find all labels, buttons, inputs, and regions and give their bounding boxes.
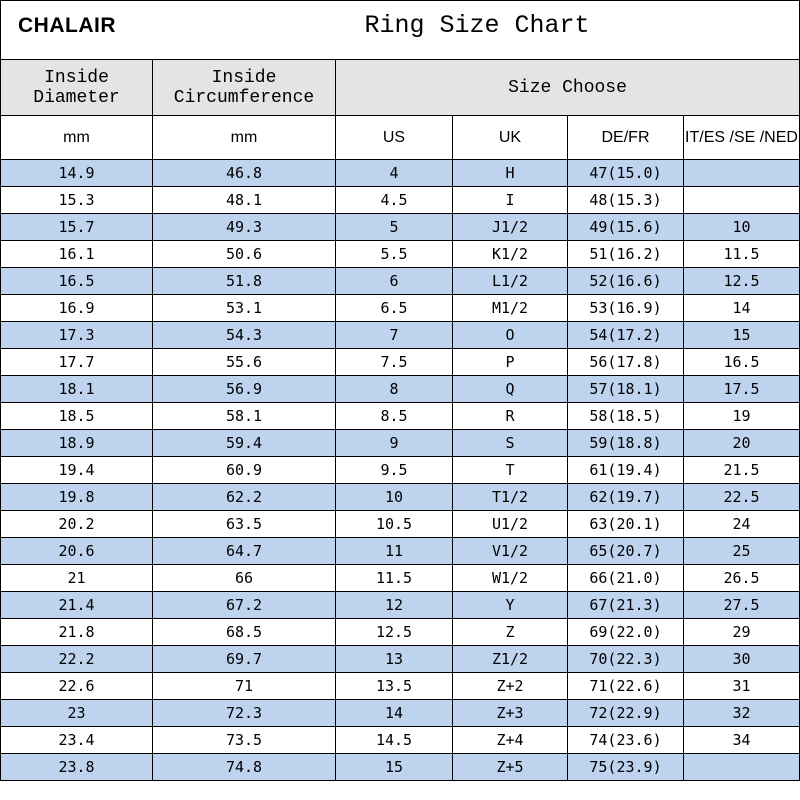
uk-size-cell: Z1/2	[453, 646, 568, 673]
uk-size-cell: Z+2	[453, 673, 568, 700]
diameter-cell: 19.8	[1, 484, 153, 511]
table-row	[1, 187, 800, 214]
circumference-cell: 74.8	[153, 754, 336, 781]
de-fr-size-cell: 47(15.0)	[568, 160, 684, 187]
uk-size-cell: J1/2	[453, 214, 568, 241]
table-row	[1, 403, 800, 430]
de-fr-size-cell: 52(16.6)	[568, 268, 684, 295]
us-size-cell: 11	[336, 538, 453, 565]
diameter-cell: 17.7	[1, 349, 153, 376]
circumference-cell: 48.1	[153, 187, 336, 214]
circumference-cell: 73.5	[153, 727, 336, 754]
table-row	[1, 268, 800, 295]
de-fr-size-cell: 56(17.8)	[568, 349, 684, 376]
table-row	[1, 241, 800, 268]
table-row	[1, 457, 800, 484]
us-size-cell: 10.5	[336, 511, 453, 538]
diameter-cell: 17.3	[1, 322, 153, 349]
circumference-cell: 59.4	[153, 430, 336, 457]
circumference-cell: 55.6	[153, 349, 336, 376]
it-es-se-ned-size-cell: 17.5	[684, 376, 800, 403]
us-size-cell: 11.5	[336, 565, 453, 592]
diameter-cell: 18.1	[1, 376, 153, 403]
de-fr-size-cell: 70(22.3)	[568, 646, 684, 673]
us-size-cell: 15	[336, 754, 453, 781]
it-es-se-ned-size-cell: 26.5	[684, 565, 800, 592]
unit-row	[1, 116, 800, 160]
de-fr-size-cell: 51(16.2)	[568, 241, 684, 268]
circumference-cell: 46.8	[153, 160, 336, 187]
it-es-se-ned-size-cell: 32	[684, 700, 800, 727]
it-es-se-ned-size-cell: 34	[684, 727, 800, 754]
table-row	[1, 646, 800, 673]
table-row	[1, 511, 800, 538]
it-es-se-ned-size-cell: 22.5	[684, 484, 800, 511]
de-fr-size-cell: 48(15.3)	[568, 187, 684, 214]
de-fr-size-cell: 61(19.4)	[568, 457, 684, 484]
de-fr-size-cell: 63(20.1)	[568, 511, 684, 538]
uk-size-cell: R	[453, 403, 568, 430]
de-fr-size-cell: 54(17.2)	[568, 322, 684, 349]
table-row	[1, 295, 800, 322]
circumference-cell: 66	[153, 565, 336, 592]
circumference-cell: 63.5	[153, 511, 336, 538]
us-size-cell: 12.5	[336, 619, 453, 646]
circumference-cell: 49.3	[153, 214, 336, 241]
us-size-cell: 4	[336, 160, 453, 187]
us-size-cell: 6	[336, 268, 453, 295]
chart-header	[0, 0, 800, 60]
uk-size-cell: M1/2	[453, 295, 568, 322]
table-row	[1, 214, 800, 241]
uk-size-cell: W1/2	[453, 565, 568, 592]
unit-diameter-mm: mm	[1, 116, 153, 160]
circumference-cell: 67.2	[153, 592, 336, 619]
uk-size-cell: Z+4	[453, 727, 568, 754]
de-fr-size-cell: 49(15.6)	[568, 214, 684, 241]
de-fr-size-cell: 67(21.3)	[568, 592, 684, 619]
it-es-se-ned-size-cell: 14	[684, 295, 800, 322]
de-fr-size-cell: 75(23.9)	[568, 754, 684, 781]
uk-size-cell: U1/2	[453, 511, 568, 538]
uk-size-cell: H	[453, 160, 568, 187]
us-size-cell: 10	[336, 484, 453, 511]
circumference-cell: 53.1	[153, 295, 336, 322]
us-size-cell: 9.5	[336, 457, 453, 484]
us-size-cell: 6.5	[336, 295, 453, 322]
table-row	[1, 592, 800, 619]
diameter-cell: 21.8	[1, 619, 153, 646]
diameter-cell: 20.6	[1, 538, 153, 565]
circumference-cell: 68.5	[153, 619, 336, 646]
diameter-cell: 22.6	[1, 673, 153, 700]
uk-size-cell: P	[453, 349, 568, 376]
us-size-cell: 9	[336, 430, 453, 457]
it-es-se-ned-size-cell: 15	[684, 322, 800, 349]
header-inside-circumference: Inside Circumference	[153, 60, 336, 116]
it-es-se-ned-size-cell: 21.5	[684, 457, 800, 484]
unit-it-es-se-ned: IT/ES /SE /NED	[684, 116, 800, 160]
de-fr-size-cell: 69(22.0)	[568, 619, 684, 646]
it-es-se-ned-size-cell: 30	[684, 646, 800, 673]
diameter-cell: 23.8	[1, 754, 153, 781]
diameter-cell: 15.7	[1, 214, 153, 241]
it-es-se-ned-size-cell: 24	[684, 511, 800, 538]
diameter-cell: 16.1	[1, 241, 153, 268]
diameter-cell: 14.9	[1, 160, 153, 187]
header-row	[1, 60, 800, 116]
table-row	[1, 727, 800, 754]
table-row	[1, 484, 800, 511]
it-es-se-ned-size-cell: 12.5	[684, 268, 800, 295]
uk-size-cell: Z+5	[453, 754, 568, 781]
diameter-cell: 16.9	[1, 295, 153, 322]
uk-size-cell: Z+3	[453, 700, 568, 727]
size-table	[0, 59, 800, 781]
diameter-cell: 23	[1, 700, 153, 727]
table-row	[1, 322, 800, 349]
circumference-cell: 50.6	[153, 241, 336, 268]
diameter-cell: 16.5	[1, 268, 153, 295]
diameter-cell: 22.2	[1, 646, 153, 673]
uk-size-cell: I	[453, 187, 568, 214]
uk-size-cell: Y	[453, 592, 568, 619]
it-es-se-ned-size-cell	[684, 754, 800, 781]
diameter-cell: 20.2	[1, 511, 153, 538]
circumference-cell: 56.9	[153, 376, 336, 403]
diameter-cell: 21.4	[1, 592, 153, 619]
circumference-cell: 51.8	[153, 268, 336, 295]
size-table-body	[1, 60, 800, 781]
uk-size-cell: V1/2	[453, 538, 568, 565]
circumference-cell: 54.3	[153, 322, 336, 349]
de-fr-size-cell: 65(20.7)	[568, 538, 684, 565]
diameter-cell: 18.5	[1, 403, 153, 430]
us-size-cell: 12	[336, 592, 453, 619]
uk-size-cell: Q	[453, 376, 568, 403]
de-fr-size-cell: 71(22.6)	[568, 673, 684, 700]
de-fr-size-cell: 53(16.9)	[568, 295, 684, 322]
us-size-cell: 13	[336, 646, 453, 673]
it-es-se-ned-size-cell: 16.5	[684, 349, 800, 376]
us-size-cell: 14.5	[336, 727, 453, 754]
table-row	[1, 430, 800, 457]
table-row	[1, 565, 800, 592]
table-row	[1, 160, 800, 187]
table-row	[1, 349, 800, 376]
de-fr-size-cell: 59(18.8)	[568, 430, 684, 457]
us-size-cell: 4.5	[336, 187, 453, 214]
it-es-se-ned-size-cell: 31	[684, 673, 800, 700]
uk-size-cell: O	[453, 322, 568, 349]
us-size-cell: 13.5	[336, 673, 453, 700]
chart-title: Ring Size Chart	[364, 11, 590, 40]
it-es-se-ned-size-cell: 25	[684, 538, 800, 565]
uk-size-cell: T	[453, 457, 568, 484]
diameter-cell: 15.3	[1, 187, 153, 214]
it-es-se-ned-size-cell	[684, 187, 800, 214]
header-inside-diameter: Inside Diameter	[1, 60, 153, 116]
circumference-cell: 62.2	[153, 484, 336, 511]
it-es-se-ned-size-cell: 20	[684, 430, 800, 457]
us-size-cell: 8	[336, 376, 453, 403]
circumference-cell: 60.9	[153, 457, 336, 484]
uk-size-cell: S	[453, 430, 568, 457]
unit-uk: UK	[453, 116, 568, 160]
it-es-se-ned-size-cell: 29	[684, 619, 800, 646]
it-es-se-ned-size-cell: 19	[684, 403, 800, 430]
us-size-cell: 7.5	[336, 349, 453, 376]
uk-size-cell: K1/2	[453, 241, 568, 268]
diameter-cell: 21	[1, 565, 153, 592]
it-es-se-ned-size-cell: 27.5	[684, 592, 800, 619]
table-row	[1, 619, 800, 646]
unit-us: US	[336, 116, 453, 160]
unit-de-fr: DE/FR	[568, 116, 684, 160]
circumference-cell: 72.3	[153, 700, 336, 727]
table-row	[1, 376, 800, 403]
de-fr-size-cell: 62(19.7)	[568, 484, 684, 511]
circumference-cell: 69.7	[153, 646, 336, 673]
brand-logo: CHALAIR	[18, 14, 116, 37]
diameter-cell: 23.4	[1, 727, 153, 754]
us-size-cell: 7	[336, 322, 453, 349]
circumference-cell: 71	[153, 673, 336, 700]
de-fr-size-cell: 66(21.0)	[568, 565, 684, 592]
circumference-cell: 64.7	[153, 538, 336, 565]
diameter-cell: 19.4	[1, 457, 153, 484]
uk-size-cell: Z	[453, 619, 568, 646]
header-size-choose: Size Choose	[336, 60, 800, 116]
de-fr-size-cell: 57(18.1)	[568, 376, 684, 403]
uk-size-cell: L1/2	[453, 268, 568, 295]
table-row	[1, 538, 800, 565]
us-size-cell: 5.5	[336, 241, 453, 268]
it-es-se-ned-size-cell: 11.5	[684, 241, 800, 268]
circumference-cell: 58.1	[153, 403, 336, 430]
us-size-cell: 8.5	[336, 403, 453, 430]
de-fr-size-cell: 72(22.9)	[568, 700, 684, 727]
table-row	[1, 754, 800, 781]
de-fr-size-cell: 74(23.6)	[568, 727, 684, 754]
de-fr-size-cell: 58(18.5)	[568, 403, 684, 430]
table-row	[1, 673, 800, 700]
us-size-cell: 14	[336, 700, 453, 727]
unit-circumference-mm: mm	[153, 116, 336, 160]
table-row	[1, 700, 800, 727]
diameter-cell: 18.9	[1, 430, 153, 457]
it-es-se-ned-size-cell: 10	[684, 214, 800, 241]
it-es-se-ned-size-cell	[684, 160, 800, 187]
us-size-cell: 5	[336, 214, 453, 241]
uk-size-cell: T1/2	[453, 484, 568, 511]
